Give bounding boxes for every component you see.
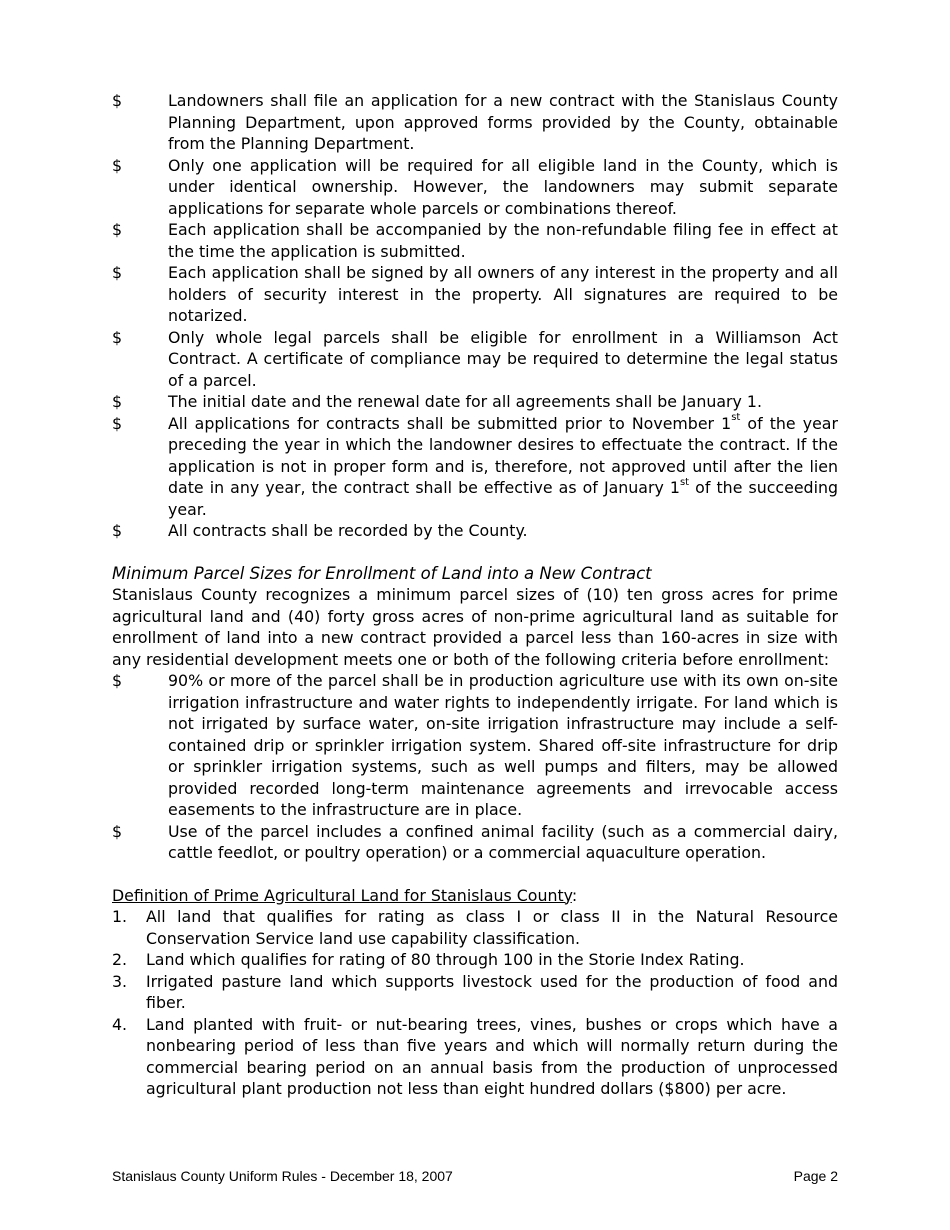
list-item <box>112 821 838 864</box>
item-number: 2. <box>112 950 128 969</box>
page-number: Page 2 <box>793 1168 838 1184</box>
numbered-item <box>112 971 838 1014</box>
numbered-item <box>112 949 838 971</box>
list-item <box>112 413 838 521</box>
bullet-marker: $ <box>112 671 123 690</box>
bullet-text: All contracts shall be recorded by the County. <box>168 521 528 540</box>
item-number: 4. <box>112 1014 128 1034</box>
list-item <box>112 262 838 327</box>
item-text: Land planted with fruit- or nut-bearing trees, vines, bushes or crops which have a nonbearing period of less than five years and which will normally return during the commercial bearing period on an annual basis from the production of unprocessed agricultural plant production not less than eight hundred dollars ($800) per acre. <box>146 1014 838 1098</box>
item-text: Land which qualifies for rating of 80 through 100 in the Storie Index Rating. <box>146 950 745 969</box>
bullet-text: 90% or more of the parcel shall be in production agriculture use with its own on-site irrigation infrastructure and water rights to independently irrigate. For land which is not irrigated by surface water, on-site irrigation infrastructure may include a self-contained drip or sprinkler irrigation system. Shared off-site infrastructure for drip or sprinkler irrigation systems, such as well pumps and filters, may be allowed provided recorded long-term maintenance agreements and irrevocable access easements to the infrastructure are in place. <box>168 671 838 819</box>
list-item <box>112 90 838 155</box>
numbered-item <box>112 906 838 949</box>
bullet-text: Each application shall be accompanied by the non-refundable filing fee in effect at the time the application is submitted. <box>168 220 838 261</box>
list-item <box>112 219 838 262</box>
bullet-text: Use of the parcel includes a confined animal facility (such as a commercial dairy, cattle feedlot, or poultry operation) or a commercial aquaculture operation. <box>168 821 838 862</box>
bullet-text: The initial date and the renewal date for all agreements shall be January 1. <box>168 392 762 411</box>
bullet-marker: $ <box>112 392 123 411</box>
bullet-marker: $ <box>112 327 123 347</box>
bullet-text: Each application shall be signed by all owners of any interest in the property and all holders of security interest in the property. All signatures are required to be notarized. <box>168 263 838 325</box>
bullet-marker: $ <box>112 91 123 110</box>
item-number: 1. <box>112 907 128 926</box>
footer-title: Stanislaus County Uniform Rules - December 18, 2007 <box>112 1168 453 1184</box>
bullet-marker: $ <box>112 521 123 540</box>
bullet-text: All applications for contracts shall be submitted prior to November 1st of the year preceding the year in which the landowner desires to effectuate the contract. If the application is not in proper form and is, therefore, not approved until after the lien date in any year, the contract shall be effective as of January 1st of the succeeding year. <box>168 412 838 519</box>
bullet-marker: $ <box>112 220 123 239</box>
bullet-text: Only whole legal parcels shall be eligible for enrollment in a Williamson Act Contract. A certificate of compliance may be required to determine the legal status of a parcel. <box>168 327 838 390</box>
list-item <box>112 520 838 542</box>
document-body <box>112 90 838 1100</box>
bullet-marker: $ <box>112 263 123 282</box>
list-item <box>112 327 838 392</box>
item-text: All land that qualifies for rating as class I or class II in the Natural Resource Conservation Service land use capability classification. <box>146 907 838 948</box>
item-number: 3. <box>112 971 128 991</box>
list-item <box>112 670 838 821</box>
superscript: st <box>731 412 741 424</box>
superscript: st <box>679 476 690 488</box>
section-paragraph: Stanislaus County recognizes a minimum parcel sizes of (10) ten gross acres for prime agricultural land and (40) forty gross acres of non-prime agricultural land as suitable for enrollment of land into a new contract provided a parcel less than 160-acres in size with any residential development meets one or both of the following criteria before enrollment: <box>112 585 838 669</box>
section-heading-min-parcel: Minimum Parcel Sizes for Enrollment of Land into a New Contract <box>112 563 652 583</box>
list-item <box>112 155 838 220</box>
section-heading-definition: Definition of Prime Agricultural Land for Stanislaus County: <box>112 885 578 905</box>
list-item <box>112 391 838 413</box>
item-text: Irrigated pasture land which supports livestock used for the production of food and fiber. <box>146 971 838 1012</box>
bullet-marker: $ <box>112 155 123 175</box>
bullet-text: Landowners shall file an application for a new contract with the Stanislaus County Planning Department, upon approved forms provided by the County, obtainable from the Planning Department. <box>168 91 838 153</box>
numbered-item <box>112 1014 838 1100</box>
bullet-text: Only one application will be required for all eligible land in the County, which is under identical ownership. However, the landowners may submit separate applications for separate whole parcels or combinations thereof. <box>168 155 838 218</box>
bullet-marker: $ <box>112 413 123 433</box>
page-footer <box>112 1168 838 1184</box>
bullet-marker: $ <box>112 821 123 841</box>
